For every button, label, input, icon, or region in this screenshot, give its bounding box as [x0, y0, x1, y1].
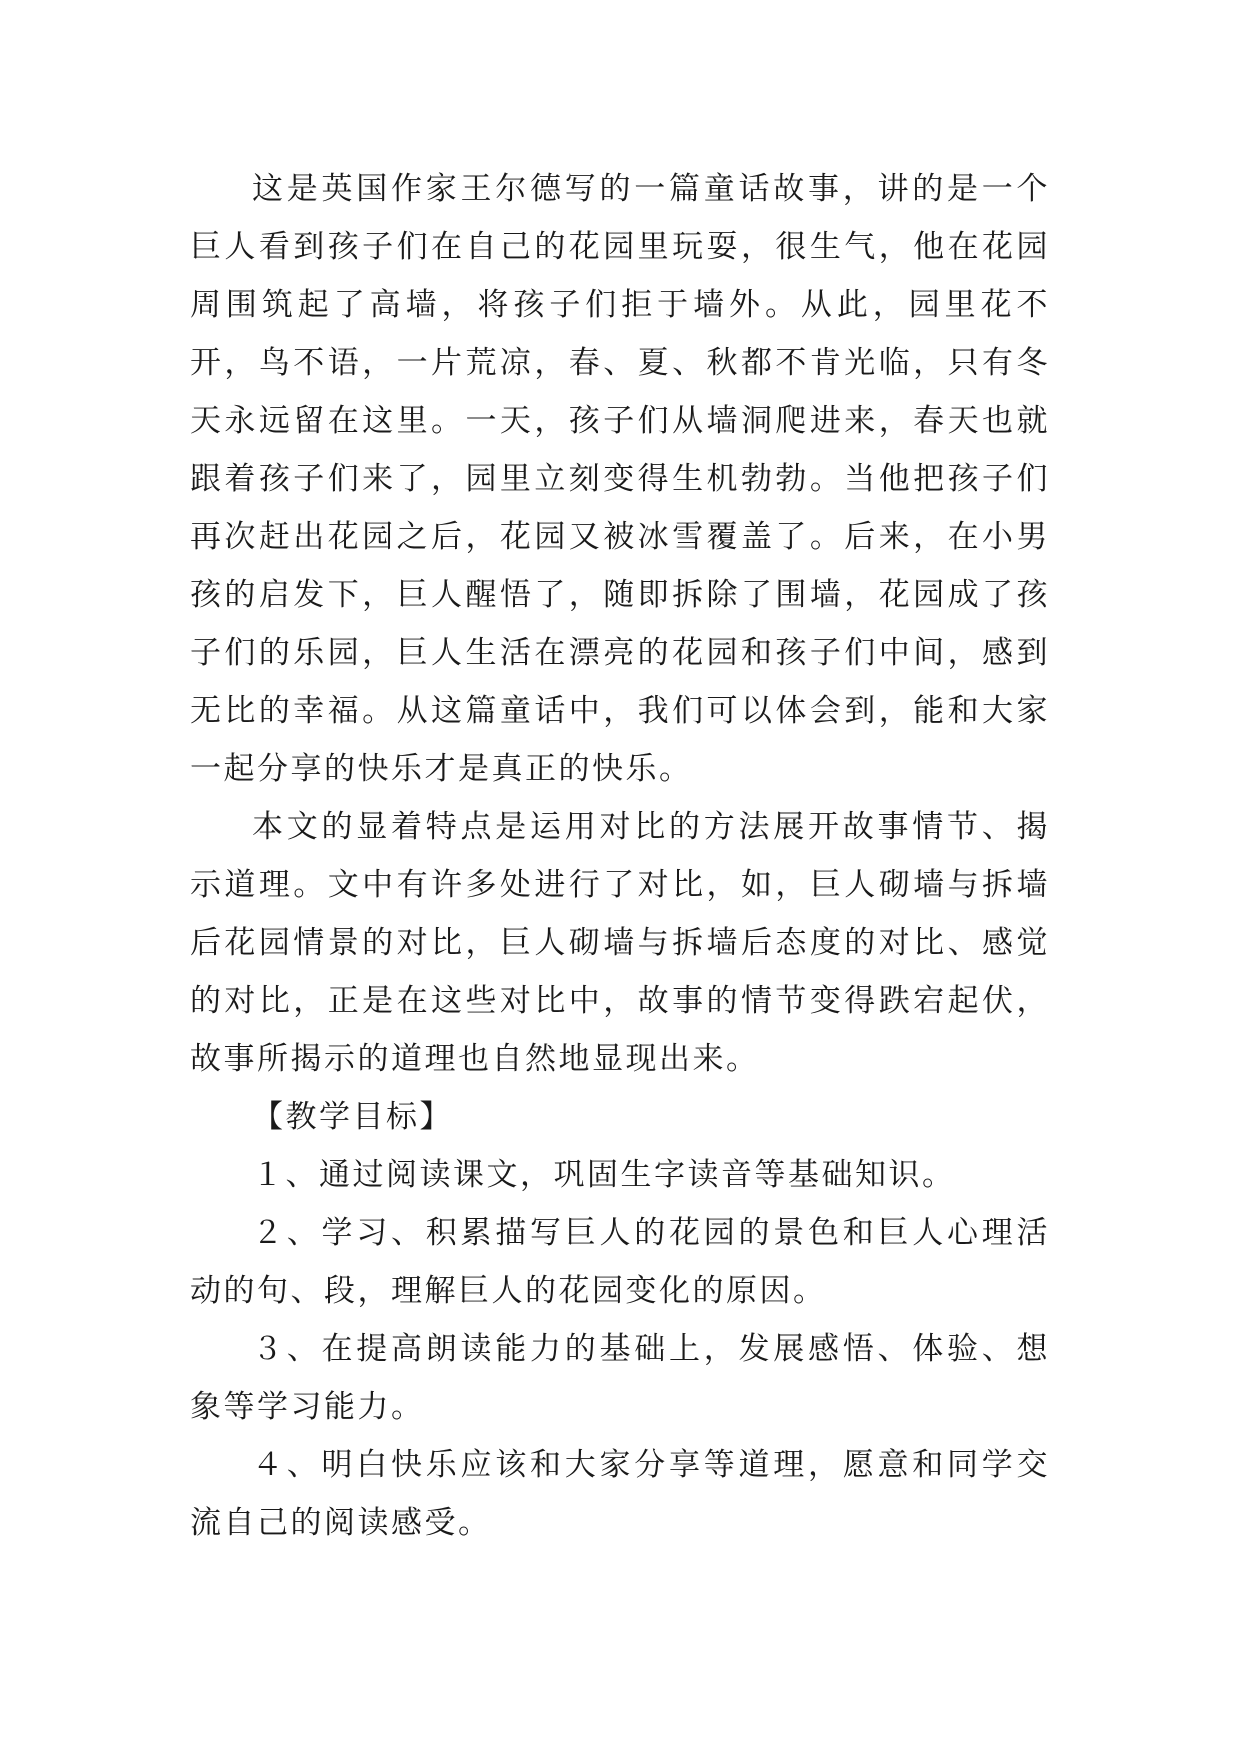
section-heading-teaching-objectives: 【教学目标】 [252, 1099, 453, 1135]
paragraph-story-summary: 这是英国作家王尔德写的一篇童话故事，讲的是一个巨人看到孩子们在自己的花园里玩耍，很生气，他在花园周围筑起了高墙，将孩子们拒于墙外。从此，园里花不开，鸟不语，一片荒凉，春、夏、秋都不肯光临，只有冬天永远留在这里。一天，孩子们从墙洞爬进来，春天也就跟着孩子们来了，园里立刻变得生机勃勃。当他把孩子们再次赶出花园之后，花园又被冰雪覆盖了。后来，在小男孩的启发下，巨人醒悟了，随即拆除了围墙，花园成了孩子们的乐园，巨人生活在漂亮的花园和孩子们中间，感到无比的幸福。从这篇童话中，我们可以体会到，能和大家一起分享的快乐才是真正的快乐。 [190, 171, 1050, 787]
document-page [190, 160, 1050, 1552]
objective-item-1: １、通过阅读课文，巩固生字读音等基础知识。 [252, 1157, 956, 1193]
objective-item-3: ３、在提高朗读能力的基础上，发展感悟、体验、想象等学习能力。 [190, 1331, 1050, 1425]
paragraph-contrast-feature: 本文的显着特点是运用对比的方法展开故事情节、揭示道理。文中有许多处进行了对比，如，巨人砌墙与拆墙后花园情景的对比，巨人砌墙与拆墙后态度的对比、感觉的对比，正是在这些对比中，故事的情节变得跌宕起伏，故事所揭示的道理也自然地显现出来。 [190, 809, 1050, 1077]
objective-item-2: ２、学习、积累描写巨人的花园的景色和巨人心理活动的句、段，理解巨人的花园变化的原因。 [190, 1215, 1050, 1309]
objective-item-4: ４、明白快乐应该和大家分享等道理，愿意和同学交流自己的阅读感受。 [190, 1447, 1050, 1541]
